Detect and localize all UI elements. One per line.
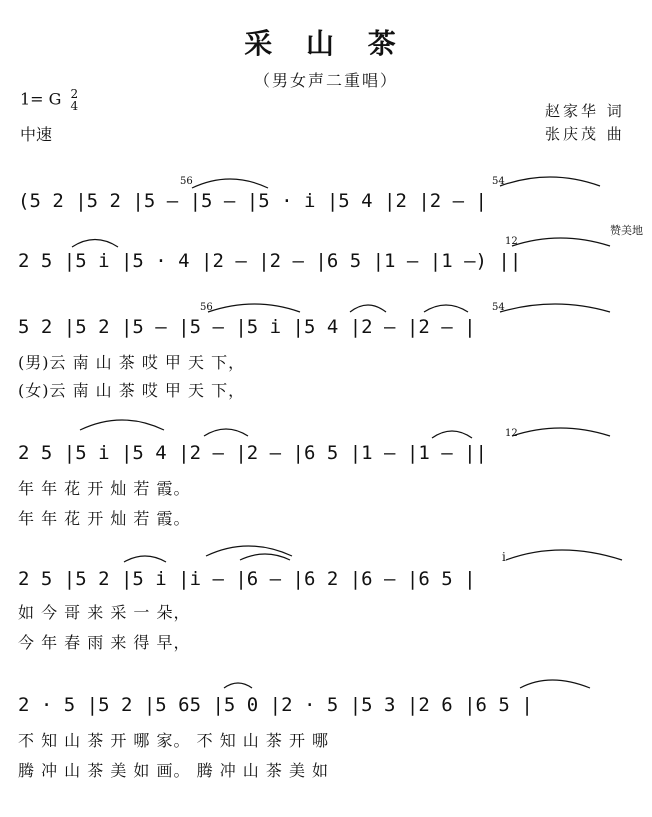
time-signature-bottom: 4 — [70, 99, 79, 113]
grace-note-mark: 12 — [505, 236, 518, 247]
slur — [80, 420, 164, 430]
slur — [512, 238, 610, 246]
slur — [72, 240, 118, 248]
slur — [206, 546, 292, 556]
lyric-line-female: 今 年 春 雨 来 得 早， — [18, 633, 191, 652]
composer-credit: 张庆茂 曲 — [545, 125, 625, 143]
margin-remark: 赞美地 — [610, 224, 643, 237]
notation-line-2: 2 5 |5 i |5 · 4 |2 – |2 – |6 5 |1 – |1 –) || — [18, 250, 522, 272]
grace-note-mark: i — [502, 550, 506, 564]
notation-line-5: 2 5 |5 2 |5 i |i – |6 – |6 2 |6 – |6 5 | — [18, 568, 476, 590]
slur — [432, 431, 472, 438]
grace-note-mark: 56 — [180, 176, 193, 187]
slur — [506, 550, 622, 560]
slur — [424, 305, 468, 312]
notation-line-4: 2 5 |5 i |5 4 |2 – |2 – |6 5 |1 – |1 – || — [18, 442, 487, 464]
notation-line-3: 5 2 |5 2 |5 – |5 – |5 i |5 4 |2 – |2 – | — [18, 316, 476, 338]
slur — [124, 556, 166, 562]
time-signature-top: 2 — [70, 87, 79, 101]
lyric-line-male: 不 知 山 茶 开 哪 家。 不 知 山 茶 开 哪 — [18, 731, 330, 750]
lyric-line-male: 如 今 哥 来 采 一 朵， — [18, 603, 191, 622]
lyric-line-male: 年 年 花 开 灿 若 霞。 — [18, 479, 191, 498]
grace-note-mark: 12 — [505, 428, 518, 439]
slur — [500, 304, 610, 312]
slur — [240, 554, 290, 560]
song-title: 采 山 茶 — [244, 27, 408, 60]
grace-note-mark: 54 — [492, 302, 505, 313]
tempo-marking: 中速 — [20, 125, 53, 144]
notation-line-1: (5 2 |5 2 |5 – |5 – |5 · i |5 4 |2 |2 – | — [18, 190, 487, 212]
grace-note-mark: 56 — [200, 302, 213, 313]
slur — [192, 179, 268, 188]
lyric-line-female: 腾 冲 山 茶 美 如 画。 腾 冲 山 茶 美 如 — [18, 761, 330, 780]
key-label: 1= G — [20, 89, 62, 109]
notation-line-6: 2 · 5 |5 2 |5 65 |5 0 |2 · 5 |5 3 |2 6 |6 5 | — [18, 694, 533, 716]
lyric-line-male: (男)云 南 山 茶 哎 甲 天 下， — [18, 353, 246, 372]
slur — [520, 680, 590, 688]
slur — [224, 683, 252, 688]
song-subtitle: （男女声二重唱） — [253, 71, 398, 90]
slur — [512, 428, 610, 436]
grace-note-mark: 54 — [492, 176, 505, 187]
lyric-line-female: (女)云 南 山 茶 哎 甲 天 下， — [18, 381, 246, 400]
slur — [500, 177, 600, 186]
slur — [208, 304, 300, 312]
lyricist-credit: 赵家华 词 — [545, 102, 625, 120]
slur — [204, 429, 248, 436]
lyric-line-female: 年 年 花 开 灿 若 霞。 — [18, 509, 191, 528]
slur — [350, 305, 386, 312]
